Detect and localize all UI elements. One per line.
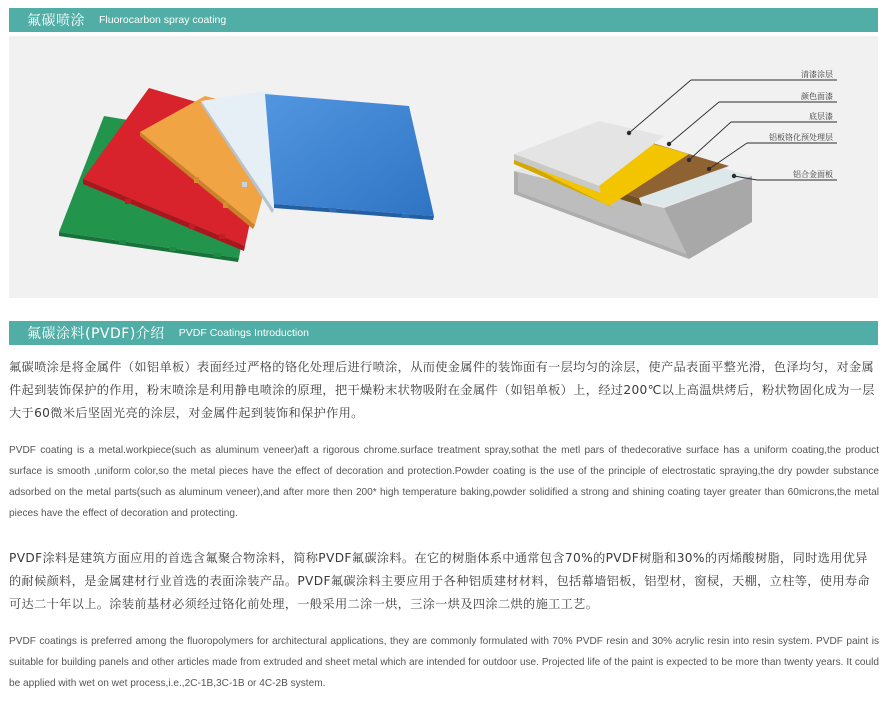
product-figure-panel xyxy=(9,36,878,298)
paragraph-fluorocarbon-zh: 氟碳喷涂是将金属件（如铝单板）表面经过严格的铬化处理后进行喷涂，从而使金属件的装饰面有一层均匀的涂层，使产品表面平整光滑，色泽均匀，对金属件起到装饰保护的作用，粉末喷涂是利用静电喷涂的原理，把干燥粉末状物吸附在金属件（如铝单板）上，经过200℃以上高温烘烤后，粉状物固化成为一层大于60微米后坚固光亮的涂层，对金属件起到装饰和保护作用。 xyxy=(9,360,875,420)
paragraph-fluorocarbon-en: PVDF coating is a metal.workpiece(such as aluminum veneer)aft a rigorous chrome.surface treatment spray,sothat the metl pars of thedecorative surface has a uniform coating,the product surface is smooth ,uniform color,so the metal pieces have the effect of decoration and protection.Powder coating is the use of the principle of electrostatic spraying,the dry powder substance adsorbed on the metal parts(such as aluminum veneer),and after more then 200* high temperature baking,powder solidified a strong and shining coating tayer greater than 60microns,the metal pieces have the effect of decoration and protecting. xyxy=(9,445,879,519)
layer-structure-diagram xyxy=(514,69,837,259)
label-primer: 底层漆 xyxy=(809,112,833,121)
paragraph-pvdf-en: PVDF coatings is preferred among the fluoropolymers for architectural applications, they are commonly formulated with 70% PVDF resin and 30% acrylic resin into resin system. PVDF paint is suitable for building panels and other articles made from extruded and sheet metal which are intended for outdoor use. Projected life of the paint is expected to be more than twenty years. It could be applied with wet on wet process,i.e.,2C-1B,3C-1B or 4C-2B system. xyxy=(9,636,879,689)
section-title-zh: 氟碳涂料(PVDF)介绍 xyxy=(27,326,165,342)
label-aluminum-panel: 铝合金面板 xyxy=(793,170,833,179)
figure-svg xyxy=(9,36,878,298)
section-header-pvdf xyxy=(9,321,878,345)
paragraph-pvdf-zh: PVDF涂料是建筑方面应用的首选含氟聚合物涂料，简称PVDF氟碳涂料。在它的树脂体系中通常包含70%的PVDF树脂和30%的丙烯酸树脂，同时选用优异的耐候颜料，是金属建材行业首选的表面涂装产品。PVDF氟碳涂料主要应用于各种铝质建材材料，包括幕墙铝板，铝型材，窗棂，天棚，立柱等，使用寿命可达二十年以上。涂装前基材必须经过铬化前处理，一般采用二涂一烘，三涂一烘及四涂二烘的施工工艺。 xyxy=(9,551,870,611)
label-clear-coat: 清漆涂层 xyxy=(801,70,833,79)
section-title-en: PVDF Coatings Introduction xyxy=(178,327,309,339)
blue-panel xyxy=(265,94,434,216)
label-pretreatment: 铝板铬化预处理层 xyxy=(769,133,833,142)
color-panels-image xyxy=(59,88,434,262)
section-title-zh: 氟碳喷涂 xyxy=(27,13,85,29)
label-color-coat: 颜色面漆 xyxy=(801,92,833,101)
section-header-fluorocarbon xyxy=(9,8,878,32)
section-title-en: Fluorocarbon spray coating xyxy=(99,14,227,26)
